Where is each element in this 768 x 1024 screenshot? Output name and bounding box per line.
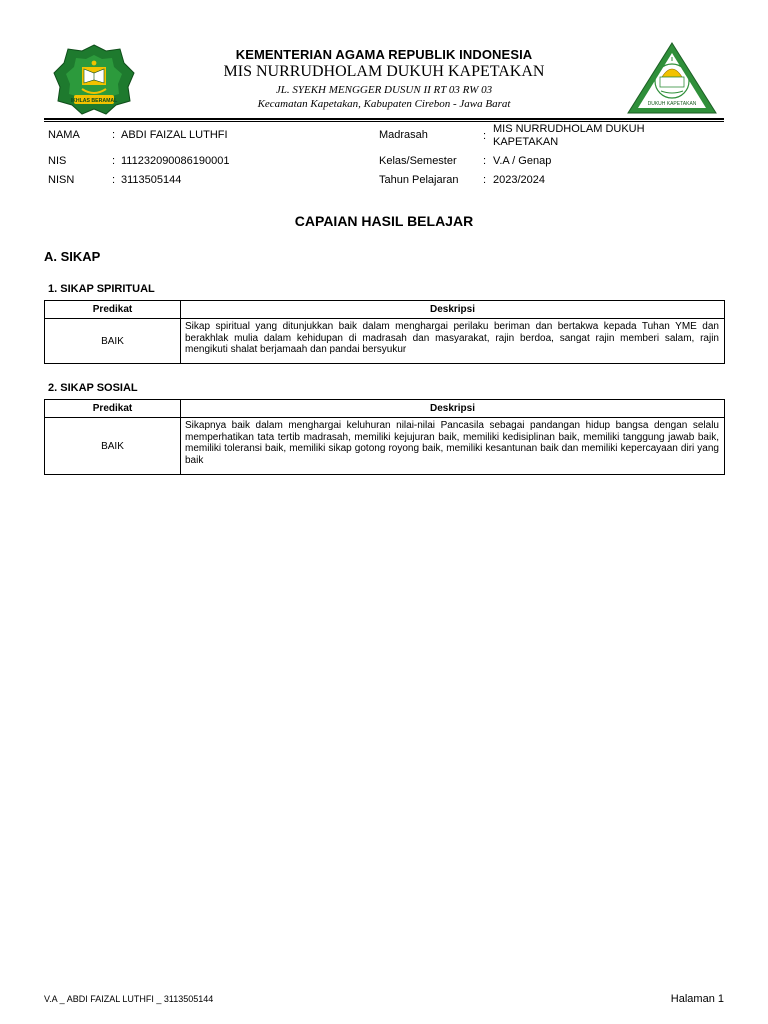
school-address: JL. SYEKH MENGGER DUSUN II RT 03 RW 03 [275, 84, 493, 96]
report-title: CAPAIAN HASIL BELAJAR [294, 213, 474, 229]
nisn-label: NISN [48, 174, 75, 186]
spiritual-title: 1. SIKAP SPIRITUAL [48, 283, 155, 295]
kemenag-logo-motto: IKHLAS BERAMAL [70, 98, 118, 104]
footer-student-id: V.A _ ABDI FAIZAL LUTHFI _ 3113505144 [44, 994, 214, 1004]
nis-colon: : [112, 155, 116, 167]
kelas-colon: : [483, 155, 487, 167]
madrasah-label: Madrasah [379, 129, 428, 141]
header-divider [44, 118, 724, 120]
madrasah-value-line1: MIS NURRUDHOLAM DUKUH [493, 123, 645, 135]
madrasah-colon: : [483, 130, 487, 142]
sosial-title: 2. SIKAP SOSIAL [48, 382, 138, 394]
school-district: Kecamatan Kapetakan, Kabupaten Cirebon - Jawa Barat [257, 98, 511, 110]
kelas-value: V.A / Genap [493, 155, 552, 167]
spiritual-table [44, 300, 725, 364]
school-name: MIS NURRUDHOLAM DUKUH KAPETAKAN [223, 63, 545, 80]
nisn-colon: : [112, 174, 116, 186]
sosial-predikat: BAIK [45, 418, 181, 475]
kelas-label: Kelas/Semester [379, 155, 457, 167]
name-value: ABDI FAIZAL LUTHFI [121, 129, 228, 141]
spiritual-predikat-header: Predikat [45, 301, 181, 319]
tahun-colon: : [483, 174, 487, 186]
sosial-predikat-header: Predikat [45, 400, 181, 418]
header-divider-thin [44, 121, 724, 122]
school-logo-caption: DUKUH KAPETAKAN [647, 101, 697, 107]
nisn-value: 3113505144 [121, 174, 182, 186]
tahun-value: 2023/2024 [493, 174, 545, 186]
sosial-deskripsi: Sikapnya baik dalam menghargai keluhuran nilai-nilai Pancasila sebagai pandangan hidup bangsa dengan selalu memperhatikan tata tertib madrasah, memiliki kejujuran baik, memiliki kedisiplinan baik, memiliki tanggung jawab baik, memiliki toleransi baik, memiliki sikap gotong royong baik, memiliki kesantunan baik dan memiliki kepercayaan diri yang baik [181, 418, 725, 475]
madrasah-value-line2: KAPETAKAN [493, 136, 559, 148]
tahun-label: Tahun Pelajaran [379, 174, 459, 186]
ministry-name: KEMENTERIAN AGAMA REPUBLIK INDONESIA [235, 47, 533, 62]
nis-label: NIS [48, 155, 67, 167]
nis-value: 111232090086190001 [121, 155, 230, 167]
sosial-deskripsi-header: Deskripsi [181, 400, 725, 418]
spiritual-deskripsi-header: Deskripsi [181, 301, 725, 319]
section-a-title: A. SIKAP [44, 249, 101, 264]
page-number: Halaman 1 [670, 993, 724, 1005]
name-colon: : [112, 129, 116, 141]
name-label: NAMA [48, 129, 80, 141]
sosial-table [44, 399, 725, 475]
spiritual-predikat: BAIK [45, 319, 181, 364]
spiritual-deskripsi: Sikap spiritual yang ditunjukkan baik dalam menghargai perilaku beriman dan bertakwa kepada Tuhan YME dan berakhlak mulia dalam kehidupan di madrasah dan masyarakat, rajin berdoa, sangat rajin memberi salam, rajin mengikuti shalat berjamaah dan pandai bersyukur [181, 319, 725, 364]
